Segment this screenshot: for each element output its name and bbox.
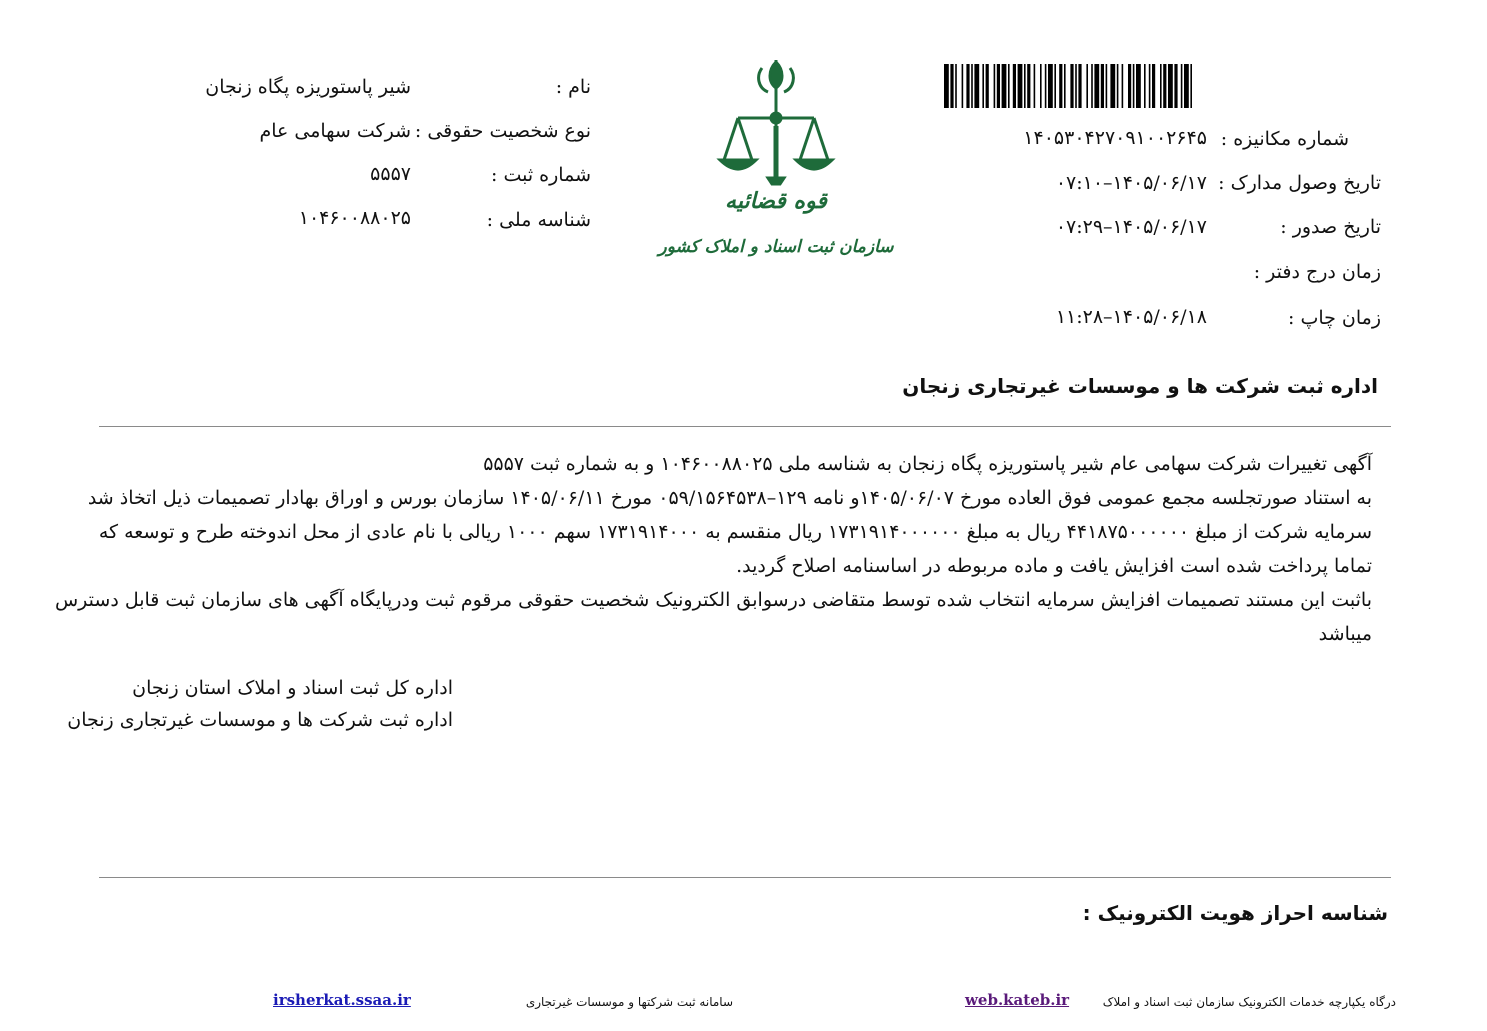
system-link[interactable]: irsherkat.ssaa.ir	[273, 991, 411, 1009]
barcode-bar	[944, 64, 949, 108]
national-id-value: ۱۰۴۶۰۰۸۸۰۲۵	[298, 207, 411, 229]
barcode-bar	[1064, 64, 1066, 108]
barcode-bar	[1184, 64, 1189, 108]
barcode-bar	[1133, 64, 1135, 108]
bottom-divider	[99, 877, 1391, 878]
notice-line: سرمایه شرکت از مبلغ ۴۴۱۸۷۵۰۰۰۰۰۰ ریال به مبلغ ۱۷۳۱۹۱۴۰۰۰۰۰۰ ریال منقسم به ۱۷۳۱۹۱۴۰۰۰ سهم ۱۰۰۰ ریالی با نام عادی از محل اندوخته طرح و توسعه که	[98, 521, 1372, 543]
barcode-bar	[1152, 64, 1155, 108]
electronic-id-label: شناسه احراز هویت الکترونیک :	[1082, 901, 1388, 925]
barcode-bar	[1018, 64, 1023, 108]
registration-number-label: شماره ثبت :	[491, 164, 591, 186]
barcode-bar	[1078, 64, 1081, 108]
barcode-bar	[1136, 64, 1141, 108]
barcode-bar	[966, 64, 969, 108]
signature-line-1: اداره کل ثبت اسناد و املاک استان زنجان	[132, 677, 453, 699]
barcode-bar	[1048, 64, 1053, 108]
barcode-bar	[1117, 64, 1119, 108]
legal-entity-type-label: نوع شخصیت حقوقی :	[414, 120, 591, 142]
company-name-label: نام :	[555, 76, 591, 98]
barcode-bar	[1024, 64, 1026, 108]
barcode-bar	[1110, 64, 1115, 108]
tracking-number-value: ۱۴۰۵۳۰۴۲۷۰۹۱۰۰۲۶۴۵	[1023, 127, 1207, 149]
portal-description: درگاه یکپارچه خدمات الکترونیک سازمان ثبت اسناد و املاک	[1102, 995, 1396, 1009]
tracking-number-label: شماره مکانیزه :	[1220, 128, 1349, 150]
barcode-bar	[971, 64, 973, 108]
barcode-bar	[1091, 64, 1093, 108]
receipt-date-label: تاریخ وصول مدارک :	[1218, 172, 1381, 194]
barcode-bar	[1144, 64, 1146, 108]
barcode-bar	[986, 64, 989, 108]
barcode-bar	[1070, 64, 1073, 108]
barcode-bar	[1027, 64, 1030, 108]
barcode-bar	[997, 64, 1000, 108]
barcode-bar	[1149, 64, 1151, 108]
barcode-bar	[1163, 64, 1166, 108]
system-description: سامانه ثبت شرکتها و موسسات غیرتجاری	[525, 995, 733, 1009]
barcode	[944, 64, 1356, 108]
legal-entity-type-value: شرکت سهامی عام	[259, 120, 411, 142]
company-name-value: شیر پاستوریزه پگاه زنجان	[205, 76, 411, 98]
receipt-date-value: ۱۴۰۵/۰۶/۱۷–۰۷:۱۰	[1055, 172, 1207, 194]
barcode-bar	[1059, 64, 1062, 108]
barcode-bar	[1054, 64, 1056, 108]
issue-date-value: ۱۴۰۵/۰۶/۱۷–۰۷:۲۹	[1055, 216, 1207, 238]
print-time-label: زمان چاپ :	[1288, 307, 1381, 329]
issue-date-label: تاریخ صدور :	[1280, 216, 1381, 238]
barcode-bar	[994, 64, 996, 108]
judiciary-logo-text: قوه قضائیه	[725, 188, 827, 214]
organization-logo-text: سازمان ثبت اسناد و املاک کشور	[658, 237, 894, 257]
barcode-bar	[1190, 64, 1192, 108]
barcode-bar	[950, 64, 953, 108]
barcode-bar	[1075, 64, 1077, 108]
barcode-bar	[1181, 64, 1183, 108]
barcode-bar	[1086, 64, 1088, 108]
barcode-bar	[1094, 64, 1099, 108]
print-time-value: ۱۴۰۵/۰۶/۱۸–۱۱:۲۸	[1055, 306, 1207, 328]
barcode-bar	[1008, 64, 1010, 108]
barcode-bar	[1160, 64, 1162, 108]
barcode-bar	[1002, 64, 1007, 108]
portal-link[interactable]: web.kateb.ir	[965, 991, 1070, 1009]
notice-line: باثبت این مستند تصمیمات افزایش سرمایه انتخاب شده توسط متقاضی درسوابق الکترونیک شخصیت حقوقی مرقوم ثبت ودرپایگاه آگهی های سازمان ثبت قابل دسترس	[54, 589, 1372, 611]
barcode-bar	[1040, 64, 1042, 108]
signature-line-2: اداره ثبت شرکت ها و موسسات غیرتجاری زنجان	[67, 709, 453, 731]
barcode-bar	[962, 64, 964, 108]
barcode-bar	[1106, 64, 1108, 108]
barcode-bar	[1128, 64, 1131, 108]
barcode-bar	[1045, 64, 1047, 108]
barcode-bar	[955, 64, 957, 108]
top-divider	[99, 426, 1391, 427]
national-id-label: شناسه ملی :	[486, 209, 591, 231]
notice-line: آگهی تغییرات شرکت سهامی عام شیر پاستوریزه پگاه زنجان به شناسه ملی ۱۰۴۶۰۰۸۸۰۲۵ و به شماره ثبت ۵۵۵۷	[483, 453, 1372, 475]
barcode-bar	[1013, 64, 1016, 108]
barcode-bar	[1174, 64, 1177, 108]
barcode-bar	[982, 64, 984, 108]
registration-number-value: ۵۵۵۷	[370, 163, 411, 185]
barcode-bar	[1034, 64, 1036, 108]
office-entry-time-label: زمان درج دفتر :	[1253, 261, 1381, 283]
barcode-bar	[974, 64, 979, 108]
judiciary-emblem-logo	[658, 56, 894, 266]
office-heading: اداره ثبت شرکت ها و موسسات غیرتجاری زنجان	[902, 374, 1378, 398]
notice-line: میباشد	[1318, 623, 1372, 645]
barcode-bar	[1168, 64, 1173, 108]
barcode-bar	[1122, 64, 1124, 108]
notice-line: به استناد صورتجلسه مجمع عمومی فوق العاده مورخ ۱۴۰۵/۰۶/۰۷و نامه ۱۲۹–۰۵۹/۱۵۶۴۵۳۸ مورخ ۱۴۰۵/۰۶/۱۱ سازمان بورس و اوراق بهادار تصمیمات ذیل اتخاذ شد	[87, 487, 1372, 509]
notice-line: تماما پرداخت شده است افزایش یافت و ماده مربوطه در اساسنامه اصلاح گردید.	[736, 555, 1372, 577]
barcode-bar	[1101, 64, 1104, 108]
